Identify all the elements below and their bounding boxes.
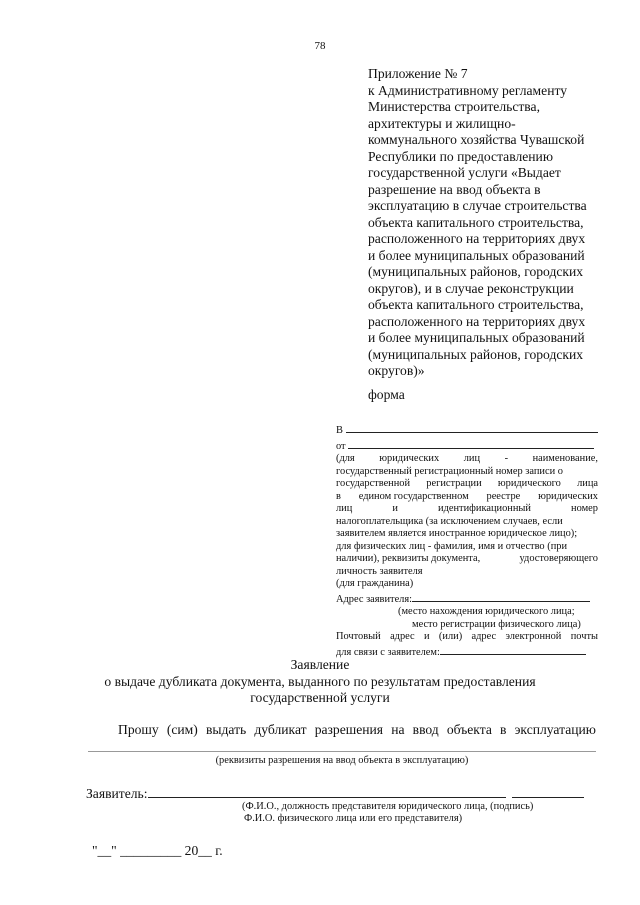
applicant-field — [86, 786, 584, 802]
physical-location-caption: место регистрации физического лица) — [412, 618, 581, 630]
postal-word: электронной — [505, 631, 562, 642]
to-line[interactable] — [346, 422, 598, 433]
appendix-line: расположенного на территориях двух — [368, 231, 586, 246]
appendix-line: государственной услуги «Выдает — [368, 165, 561, 180]
page-number: 78 — [314, 40, 326, 52]
from-line[interactable] — [348, 438, 594, 449]
appendix-line: (муниципальных районов, городских — [368, 346, 584, 362]
request-word: эксплуатацию — [514, 722, 596, 737]
applicant-address-label: Адрес заявителя: — [336, 593, 413, 605]
note-line — [336, 478, 598, 491]
appendix-line: расположенного на территориях двух — [368, 313, 586, 329]
note-word: реестре — [486, 490, 521, 502]
title-line: о выдаче дубликата документа, выданного по результатам предоставления — [104, 673, 536, 689]
date-field[interactable]: "__" _________ 20__ г. — [92, 843, 223, 858]
note-word: юридических — [379, 453, 440, 464]
note-word: юридического — [497, 478, 561, 489]
permit-details-line[interactable] — [88, 751, 596, 752]
to-field[interactable] — [336, 422, 598, 438]
note-line — [336, 503, 598, 516]
appendix-line: Приложение № 7 — [368, 66, 468, 81]
request-word: на — [391, 722, 405, 737]
request-word: выдать — [205, 722, 247, 737]
note-word: (для — [336, 453, 355, 464]
applicant-address-line[interactable] — [412, 591, 590, 602]
contact-line[interactable] — [440, 644, 586, 655]
postal-word: (или) — [438, 631, 463, 642]
note-word: лица — [577, 478, 598, 489]
note-word: наименование, — [532, 453, 598, 464]
appendix-line: эксплуатацию в случае строительства — [368, 198, 587, 213]
title-line: государственной услуги — [250, 690, 390, 705]
request-word: Прошу — [118, 722, 159, 737]
request-word: разрешения — [314, 722, 384, 737]
note-line: заявителем является иностранное юридическое лицо); — [336, 528, 578, 539]
postal-word: Почтовый — [336, 631, 381, 642]
note-word: регистрации — [426, 478, 482, 489]
appendix-line: округов)» — [368, 363, 425, 378]
note-word: лиц — [336, 503, 353, 514]
note-line — [336, 491, 598, 504]
note-word: и — [392, 503, 398, 514]
citizens-note: (для гражданина) — [336, 578, 414, 589]
note-line: налогоплательщика (за исключением случаев, если — [336, 515, 563, 527]
appendix-line: и более муниципальных образований — [368, 247, 585, 263]
appendix-line: и более муниципальных образований — [368, 330, 585, 345]
signature-line[interactable] — [512, 787, 584, 798]
note-word: номер — [571, 503, 598, 514]
to-prefix: В — [336, 425, 343, 436]
note-line: для физических лиц - фамилия, имя и отчество (при — [336, 540, 568, 552]
note-line — [336, 553, 598, 566]
appendix-line: округов), и в случае реконструкции — [368, 280, 574, 296]
from-prefix: от — [336, 440, 346, 452]
form-label: форма — [368, 387, 405, 402]
appendix-line: Республики по предоставлению — [368, 148, 553, 164]
note-word: в — [336, 490, 341, 502]
postal-word: адрес — [471, 631, 497, 642]
note-word: юридических — [538, 490, 598, 502]
appendix-line: архитектуры и жилищно- — [368, 115, 516, 131]
applicant-caption-2: Ф.И.О. физического лица или его представителя) — [244, 813, 463, 824]
request-sentence — [118, 722, 596, 738]
request-word: в — [500, 722, 507, 737]
appendix-header — [368, 66, 603, 380]
note-word: едином государственном — [358, 490, 469, 502]
note-line: личность заявителя — [336, 565, 423, 577]
note-word: удостоверяющего — [519, 553, 598, 564]
postal-word: адрес — [390, 631, 415, 642]
applicant-address-field[interactable] — [336, 591, 598, 607]
request-word: объекта — [446, 722, 492, 737]
applicant-label: Заявитель: — [86, 786, 148, 801]
appendix-line: разрешение на ввод объекта в — [368, 181, 541, 197]
applicant-name-line[interactable] — [148, 787, 506, 798]
note-line — [336, 453, 598, 466]
application-title — [0, 657, 640, 707]
appendix-line: коммунального хозяйства Чувашской — [368, 132, 585, 147]
request-word: (сим) — [166, 722, 198, 737]
contact-label: для связи с заявителем: — [336, 646, 440, 658]
note-word: лиц — [463, 453, 481, 464]
appendix-line: (муниципальных районов, городских — [368, 264, 584, 279]
note-word: государственной — [336, 478, 411, 489]
note-word: идентификационный — [438, 503, 531, 514]
address-block — [336, 422, 598, 659]
title-line: Заявление — [290, 657, 350, 672]
request-word: дубликат — [254, 722, 307, 737]
appendix-line: объекта капитального строительства, — [368, 297, 584, 312]
appendix-line: к Административному регламенту — [368, 82, 568, 98]
postal-word: почты — [570, 631, 598, 642]
note-line: государственный регистрационный номер записи о — [336, 465, 563, 477]
postal-word: и — [424, 631, 430, 642]
permit-details-caption: (реквизиты разрешения на ввод объекта в эксплуатацию) — [215, 755, 469, 766]
legal-location-caption: (место нахождения юридического лица; — [398, 606, 575, 617]
appendix-line: объекта капитального строительства, — [368, 214, 584, 230]
request-word: ввод — [412, 722, 439, 737]
postal-line — [336, 631, 598, 644]
note-word: - — [504, 453, 509, 464]
from-field[interactable] — [336, 438, 598, 454]
note-word: наличии), реквизиты документа, — [336, 553, 481, 564]
appendix-line: Министерства строительства, — [368, 99, 540, 114]
applicant-caption-1: (Ф.И.О., должность представителя юридического лица, (подпись) — [242, 801, 534, 812]
